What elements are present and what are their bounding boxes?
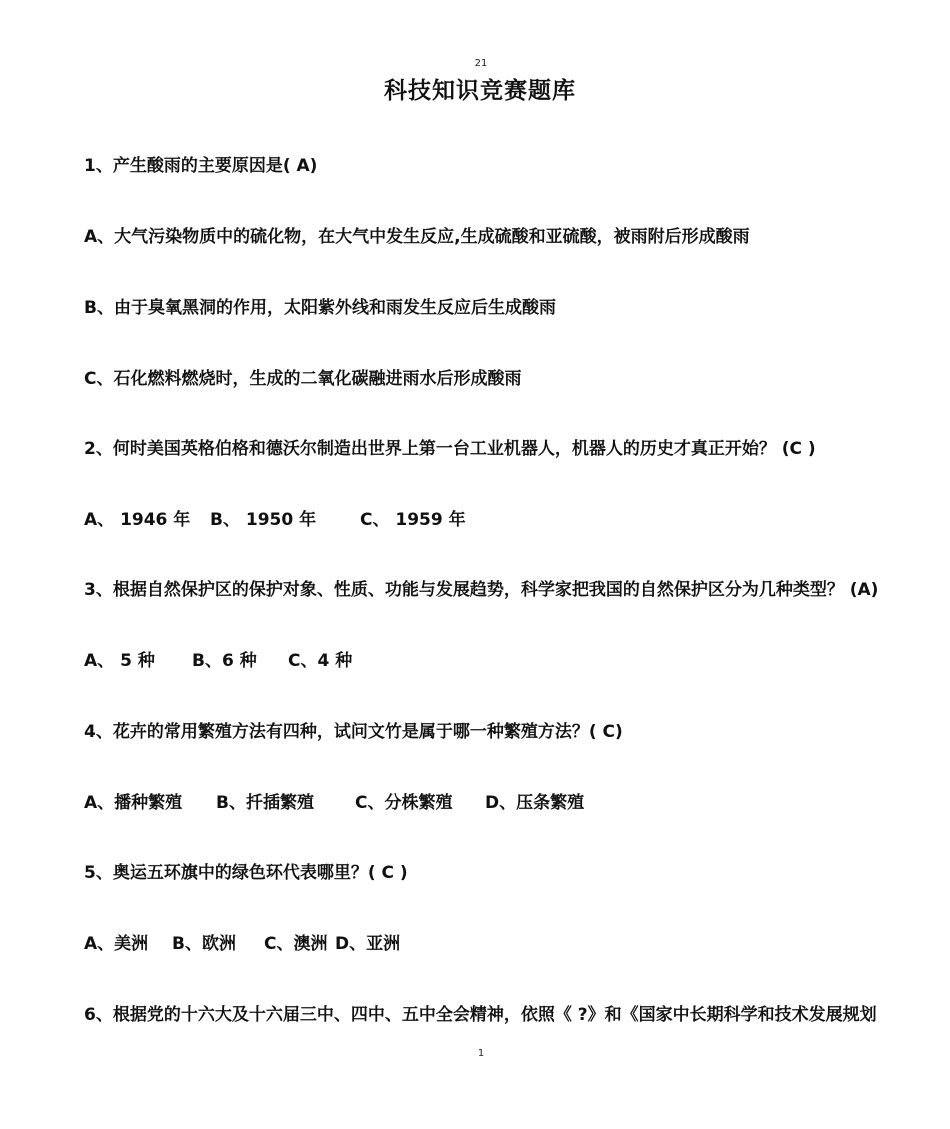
question-6: 6、根据党的十六大及十六届三中、四中、五中全会精神，依照《 ?》和《国家中长期科学和技术发展规划 bbox=[84, 1005, 877, 1025]
question-5-option-a: A、美洲 bbox=[84, 934, 149, 954]
question-4-options bbox=[84, 792, 584, 814]
question-4-option-c: C、分株繁殖 bbox=[355, 793, 453, 813]
question-5-options bbox=[84, 933, 400, 955]
question-5: 5、奥运五环旗中的绿色环代表哪里？( C ) bbox=[84, 863, 408, 883]
question-1: 1、产生酸雨的主要原因是( A) bbox=[84, 156, 318, 176]
question-3: 3、根据自然保护区的保护对象、性质、功能与发展趋势，科学家把我国的自然保护区分为几种类型？ (A) bbox=[84, 580, 879, 600]
question-4-option-d: D、压条繁殖 bbox=[485, 793, 585, 813]
question-5-option-b: B、欧洲 bbox=[172, 934, 236, 954]
question-2-option-c: C、 1959 年 bbox=[360, 510, 466, 530]
header-page-number: 21 bbox=[474, 58, 488, 69]
question-3-option-a: A、 5 种 bbox=[84, 651, 155, 671]
question-3-option-c: C、4 种 bbox=[288, 651, 353, 671]
question-2-option-b: B、 1950 年 bbox=[210, 510, 317, 530]
question-2: 2、何时美国英格伯格和德沃尔制造出世界上第一台工业机器人，机器人的历史才真正开始？ (C ) bbox=[84, 439, 816, 459]
question-1-option-a: A、大气污染物质中的硫化物，在大气中发生反应,生成硫酸和亚硫酸，被雨附后形成酸雨 bbox=[84, 227, 750, 247]
question-4-option-b: B、扦插繁殖 bbox=[216, 793, 314, 813]
page-title: 科技知识竞赛题库 bbox=[384, 78, 576, 104]
footer-page-number: 1 bbox=[477, 1048, 485, 1059]
question-1-option-c: C、石化燃料燃烧时，生成的二氧化碳融进雨水后形成酸雨 bbox=[84, 369, 522, 389]
question-2-option-a: A、 1946 年 bbox=[84, 510, 191, 530]
question-3-options bbox=[84, 650, 352, 672]
question-4-option-a: A、播种繁殖 bbox=[84, 793, 183, 813]
question-1-option-b: B、由于臭氧黑洞的作用，太阳紫外线和雨发生反应后生成酸雨 bbox=[84, 298, 556, 318]
question-3-option-b: B、6 种 bbox=[192, 651, 257, 671]
question-5-option-d: D、亚洲 bbox=[335, 934, 401, 954]
question-4: 4、花卉的常用繁殖方法有四种，试问文竹是属于哪一种繁殖方法？( C) bbox=[84, 722, 623, 742]
question-5-option-c: C、澳洲 bbox=[264, 934, 328, 954]
question-2-options bbox=[84, 509, 466, 531]
